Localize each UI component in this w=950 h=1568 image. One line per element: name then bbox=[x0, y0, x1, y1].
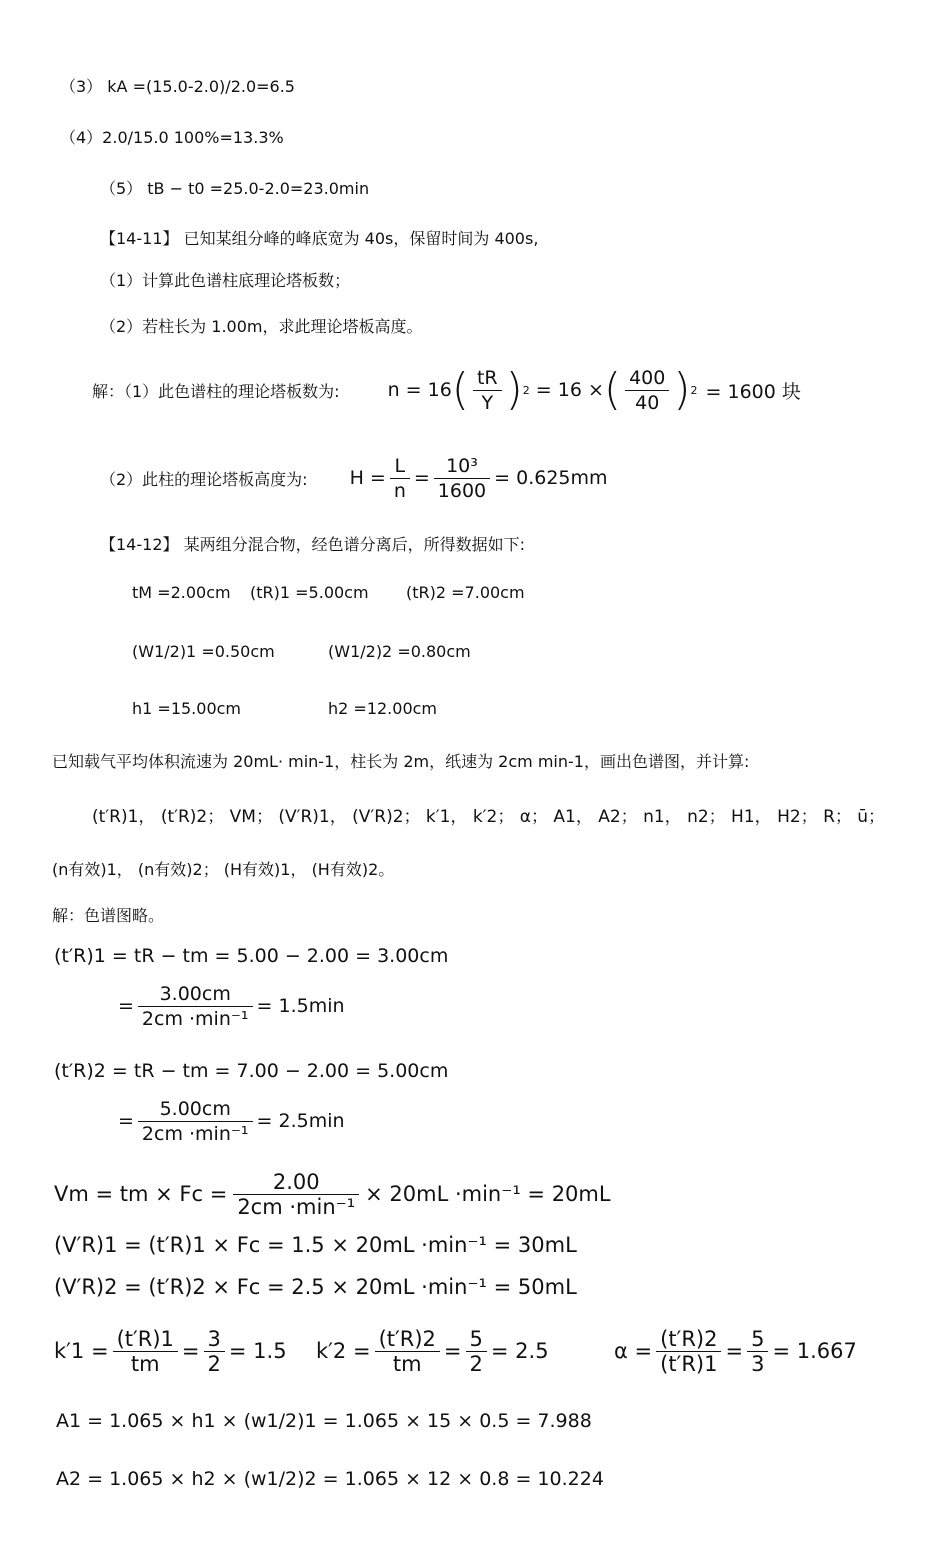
data-h1: h1 =15.00cm bbox=[132, 699, 241, 718]
conditions-line: 已知载气平均体积流速为 20mL· min-1，柱长为 2m，纸速为 2cm min-1，画出色谱图，并计算: bbox=[52, 752, 750, 771]
eq-sign: = bbox=[118, 995, 134, 1017]
vr1-formula: (V′R)1 = (t′R)1 × Fc = 1.5 × 20mL ·min⁻¹ = 30mL bbox=[54, 1233, 577, 1257]
h-prefix: H = bbox=[349, 467, 386, 489]
data-w1: (W1/2)1 =0.50cm bbox=[132, 642, 275, 661]
k2-fraction: $\frac{(t'R)2}{tm}$ bbox=[375, 1327, 440, 1376]
k2-fraction-2: $\frac{5}{2}$ bbox=[466, 1327, 487, 1376]
problem-14-11-title: 【14-11】 已知某组分峰的峰底宽为 40s，保留时间为 400s, bbox=[100, 229, 539, 248]
fraction-l-n: $\frac{L}{n}$ bbox=[390, 454, 410, 503]
vr2-formula: (V′R)2 = (t′R)2 × Fc = 2.5 × 20mL ·min⁻¹ = 50mL bbox=[54, 1275, 577, 1299]
alpha-result: = 1.667 bbox=[772, 1339, 857, 1363]
plate-height-formula bbox=[100, 448, 608, 508]
formula-result: = 1600 块 bbox=[705, 380, 801, 403]
solution-start: 解：色谱图略。 bbox=[52, 906, 165, 925]
k1-formula bbox=[54, 1320, 287, 1382]
equals-sign: = bbox=[413, 467, 430, 489]
eq-sign-2: = bbox=[118, 1110, 134, 1132]
right-paren-2: ) bbox=[673, 364, 691, 415]
part3-line: （3） kA =(15.0-2.0)/2.0=6.5 bbox=[60, 77, 295, 96]
formula-prefix: n = 16 bbox=[387, 379, 452, 401]
data-tr2: (tR)2 =7.00cm bbox=[406, 583, 525, 602]
problem-14-11-q1: （1）计算此色谱柱底理论塔板数； bbox=[100, 271, 351, 290]
data-tm: tM =2.00cm bbox=[132, 583, 231, 602]
h-result: = 0.625mm bbox=[494, 467, 608, 489]
tr1-prime-result: = 1.5min bbox=[256, 995, 345, 1017]
problem-14-11-q2: （2）若柱长为 1.00m，求此理论塔板高度。 bbox=[100, 317, 423, 336]
fraction-1000-1600: $\frac{\text{10³}}{1600}$ bbox=[434, 454, 490, 503]
a1-formula: A1 = 1.065 × h1 × (w1/2)1 = 1.065 × 15 × 0.5 = 7.988 bbox=[56, 1410, 592, 1432]
fraction-vm: $\frac{2.00}{\text{2cm ·min⁻¹}}$ bbox=[233, 1170, 359, 1219]
alpha-prefix: α = bbox=[614, 1339, 653, 1363]
k2-formula bbox=[316, 1320, 549, 1382]
tr2-prime-eq: (t′R)2 = tR − tm = 7.00 − 2.00 = 5.00cm bbox=[54, 1060, 449, 1082]
part5-line: （5） tB − t0 =25.0-2.0=23.0min bbox=[100, 179, 370, 198]
plate-height-label: （2）此柱的理论塔板高度为: bbox=[100, 469, 308, 489]
data-w2: (W1/2)2 =0.80cm bbox=[328, 642, 471, 661]
data-tr1: (tR)1 =5.00cm bbox=[250, 583, 369, 602]
alpha-formula bbox=[614, 1320, 857, 1382]
left-paren-2: ( bbox=[603, 364, 622, 415]
solution-label: 解：（1）此色谱柱的理论塔板数为: bbox=[92, 381, 340, 401]
plate-number-formula: 解：（1）此色谱柱的理论塔板数为: n = 16 ( $\frac{tR}{Y}$ ) 2 = 16 × ( $\frac{400}{40}$ ) 2 = 1600 块 bbox=[92, 364, 801, 415]
a2-formula: A2 = 1.065 × h2 × (w1/2)2 = 1.065 × 12 × 0.8 = 10.224 bbox=[56, 1468, 604, 1490]
problem-14-12-title: 【14-12】 某两组分混合物，经色谱分离后，所得数据如下: bbox=[100, 535, 525, 554]
formula-middle: = 16 × bbox=[535, 379, 604, 401]
tr2-prime-min bbox=[118, 1093, 345, 1149]
k1-fraction-2: $\frac{3}{2}$ bbox=[204, 1327, 225, 1376]
k1-prefix: k′1 = bbox=[54, 1339, 109, 1363]
vm-prefix: Vm = tm × Fc = bbox=[54, 1182, 228, 1206]
alpha-fraction-2: $\frac{5}{3}$ bbox=[747, 1327, 768, 1376]
alpha-fraction: $\frac{(t'R)2}{(t'R)1}$ bbox=[656, 1327, 721, 1376]
k2-result: = 2.5 bbox=[490, 1339, 549, 1363]
data-h2: h2 =12.00cm bbox=[328, 699, 437, 718]
quantities-list-1: (t′R)1， (t′R)2； VM； (V′R)1， (V′R)2； k′1， k′2； α； A1， A2； n1， n2； H1， H2； R； ū； bbox=[92, 807, 886, 827]
tr1-prime-eq: (t′R)1 = tR − tm = 5.00 − 2.00 = 3.00cm bbox=[54, 945, 449, 967]
tr1-prime-min bbox=[118, 978, 345, 1034]
alpha-eq: = bbox=[725, 1339, 744, 1363]
right-paren: ) bbox=[505, 364, 523, 415]
k1-eq: = bbox=[181, 1339, 200, 1363]
fraction-3cm: $\frac{3.00cm}{\text{2cm ·min⁻¹}}$ bbox=[138, 982, 253, 1031]
part4-line: （4）2.0/15.0 100%=13.3% bbox=[60, 128, 284, 147]
k2-prefix: k′2 = bbox=[316, 1339, 371, 1363]
fraction-5cm: $\frac{5.00cm}{\text{2cm ·min⁻¹}}$ bbox=[138, 1097, 253, 1146]
fraction-400-40: $\frac{400}{40}$ bbox=[625, 366, 669, 415]
vm-formula bbox=[54, 1166, 611, 1222]
k1-fraction: $\frac{(t'R)1}{tm}$ bbox=[113, 1327, 178, 1376]
tr2-prime-result: = 2.5min bbox=[256, 1110, 345, 1132]
fraction-tr-y: $\frac{tR}{Y}$ bbox=[473, 366, 502, 415]
k2-eq: = bbox=[443, 1339, 462, 1363]
vm-result: × 20mL ·min⁻¹ = 20mL bbox=[365, 1182, 611, 1206]
quantities-list-2: (n有效)1， (n有效)2； (H有效)1， (H有效)2。 bbox=[52, 860, 395, 879]
k1-result: = 1.5 bbox=[228, 1339, 287, 1363]
left-paren: ( bbox=[451, 364, 469, 415]
